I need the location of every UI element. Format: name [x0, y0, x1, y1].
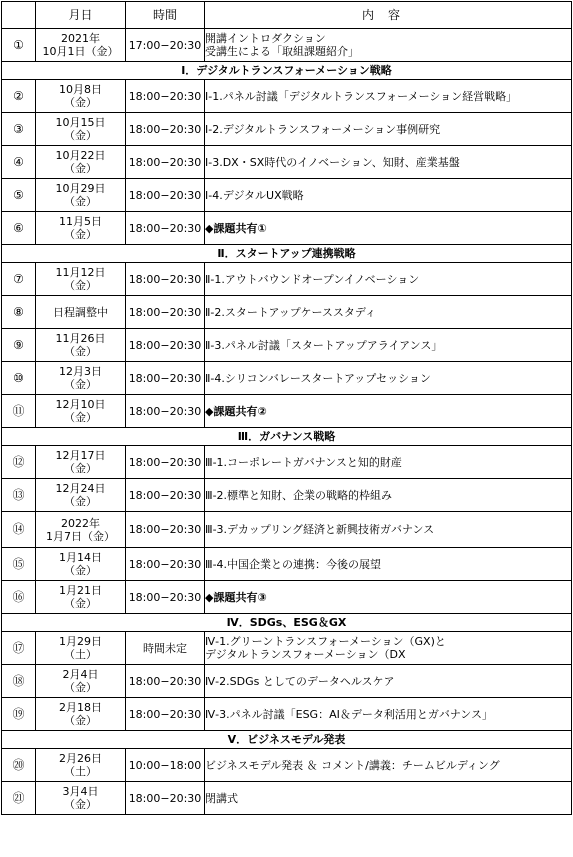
session-date-line1: 2021年	[61, 32, 100, 45]
session-number: ④	[2, 146, 36, 179]
session-number: ⑭	[2, 512, 36, 548]
session-date	[36, 146, 126, 179]
session-content-line1: Ⅱ-3.パネル討議「スタートアップアライアンス」	[205, 338, 443, 352]
session-date-line1: 11月5日	[59, 215, 102, 228]
session-content-line1: Ⅱ-2.スタートアップケーススタディ	[205, 305, 377, 319]
session-date-line1: 2月18日	[59, 701, 102, 714]
session-content-line1: Ⅰ-3.DX・SX時代のイノベーション、知財、産業基盤	[205, 155, 460, 169]
session-content-line1: Ⅲ-3.デカップリング経済と新興技術ガバナンス	[205, 523, 435, 536]
session-time: 18:00−20:30	[126, 146, 205, 179]
session-date	[36, 782, 126, 815]
session-row	[2, 446, 572, 479]
session-date-line2: 1月7日（金）	[46, 529, 115, 543]
session-date	[36, 113, 126, 146]
session-date-line2: （金）	[64, 279, 97, 292]
session-content-line1: ◆課題共有①	[205, 221, 267, 235]
session-date	[36, 479, 126, 512]
session-number: ⑩	[2, 362, 36, 395]
session-number: ⑳	[2, 749, 36, 782]
session-time: 18:00−20:30	[126, 479, 205, 512]
session-date	[36, 29, 126, 62]
session-date-line2: （土）	[64, 648, 97, 661]
session-date-line1: 2月4日	[62, 668, 99, 681]
session-time: 18:00−20:30	[126, 113, 205, 146]
session-date-line1: 日程調整中	[53, 305, 108, 319]
session-content	[205, 512, 572, 548]
session-date-line1: 1月14日	[59, 551, 102, 564]
session-row	[2, 263, 572, 296]
section-header-row	[2, 731, 572, 749]
section-title: Ⅲ．ガバナンス戦略	[2, 428, 572, 446]
session-content-line1: Ⅳ-3.パネル討議「ESG：AI＆データ利活用とガバナンス」	[205, 707, 493, 721]
session-row	[2, 782, 572, 815]
session-content-line2: 受講生による「取組課題紹介」	[205, 45, 359, 58]
session-content	[205, 446, 572, 479]
session-number: ⑰	[2, 632, 36, 665]
session-row	[2, 698, 572, 731]
header-row	[2, 2, 572, 29]
session-date-line2: （金）	[64, 378, 97, 391]
session-date-line2: （金）	[64, 681, 97, 694]
session-content-line1: Ⅲ-2.標準と知財、企業の戦略的枠組み	[205, 488, 393, 502]
session-content-line1: Ⅲ-4.中国企業との連携：今後の展望	[205, 557, 382, 571]
session-row	[2, 212, 572, 245]
schedule-body	[2, 29, 572, 815]
session-row	[2, 29, 572, 62]
session-row	[2, 632, 572, 665]
session-date	[36, 179, 126, 212]
session-time: 18:00−20:30	[126, 581, 205, 614]
session-row	[2, 548, 572, 581]
session-row	[2, 362, 572, 395]
session-date	[36, 329, 126, 362]
session-content	[205, 665, 572, 698]
session-row	[2, 581, 572, 614]
session-row	[2, 512, 572, 548]
session-date-line1: 3月4日	[62, 785, 99, 798]
session-number: ②	[2, 80, 36, 113]
session-content	[205, 212, 572, 245]
session-date-line1: 2月26日	[59, 752, 102, 765]
session-time: 18:00−20:30	[126, 512, 205, 548]
session-date	[36, 698, 126, 731]
session-date-line1: 10月22日	[55, 149, 106, 162]
session-time: 18:00−20:30	[126, 548, 205, 581]
session-date-line2: （金）	[64, 411, 97, 424]
session-date	[36, 395, 126, 428]
session-content	[205, 362, 572, 395]
section-title: Ⅱ．スタートアップ連携戦略	[2, 245, 572, 263]
session-time: 18:00−20:30	[126, 362, 205, 395]
session-row	[2, 179, 572, 212]
session-content-line1: Ⅰ-1.パネル討議「デジタルトランスフォーメーション経営戦略」	[205, 89, 518, 103]
session-date-line1: 11月12日	[55, 266, 106, 279]
session-date-line1: 12月10日	[55, 398, 106, 411]
session-time: 18:00−20:30	[126, 80, 205, 113]
session-content-line1: ◆課題共有②	[205, 404, 267, 418]
session-time: 18:00−20:30	[126, 395, 205, 428]
session-number: ⑫	[2, 446, 36, 479]
session-content	[205, 479, 572, 512]
session-time: 18:00−20:30	[126, 665, 205, 698]
session-date-line2: （金）	[64, 462, 97, 475]
session-row	[2, 80, 572, 113]
session-content	[205, 179, 572, 212]
session-date-line2: （金）	[64, 798, 97, 811]
session-number: ⑧	[2, 296, 36, 329]
session-content-line1: Ⅲ-1.コーポレートガバナンスと知的財産	[205, 455, 402, 469]
session-date-line1: 12月17日	[55, 449, 106, 462]
session-content	[205, 296, 572, 329]
session-date-line2: （金）	[64, 345, 97, 358]
session-date-line2: （金）	[64, 96, 97, 109]
session-row	[2, 479, 572, 512]
section-title: Ⅰ．デジタルトランスフォーメーション戦略	[2, 62, 572, 80]
session-date-line2: （金）	[64, 228, 97, 241]
session-date	[36, 80, 126, 113]
session-content-line1: Ⅰ-2.デジタルトランスフォーメーション事例研究	[205, 122, 441, 136]
session-date-line1: 12月24日	[55, 482, 106, 495]
session-date	[36, 548, 126, 581]
session-content	[205, 113, 572, 146]
session-content-line1: ◆課題共有③	[205, 590, 267, 604]
session-time: 時間未定	[126, 632, 205, 665]
session-date-line1: 11月26日	[55, 332, 106, 345]
session-date-line2: （金）	[64, 564, 97, 577]
session-row	[2, 749, 572, 782]
session-date-line1: 10月15日	[55, 116, 106, 129]
session-date-line2: （金）	[64, 162, 97, 175]
session-content-line1: 閉講式	[205, 791, 238, 805]
session-time: 18:00−20:30	[126, 296, 205, 329]
session-number: ⑪	[2, 395, 36, 428]
session-content-line1: 開講イントロダクション	[205, 32, 326, 45]
header-date: 月日	[36, 2, 126, 29]
session-date-line2: 10月1日（金）	[42, 45, 119, 58]
session-number: ㉑	[2, 782, 36, 815]
section-header-row	[2, 428, 572, 446]
session-time: 18:00−20:30	[126, 782, 205, 815]
session-row	[2, 665, 572, 698]
session-date-line1: 1月21日	[59, 584, 102, 597]
session-date-line1: 2022年	[61, 516, 100, 530]
session-time: 18:00−20:30	[126, 263, 205, 296]
session-date-line2: （金）	[64, 597, 97, 610]
session-date-line2: （金）	[64, 714, 97, 727]
section-title: Ⅴ．ビジネスモデル発表	[2, 731, 572, 749]
session-content	[205, 782, 572, 815]
session-time: 18:00−20:30	[126, 446, 205, 479]
session-number: ⑮	[2, 548, 36, 581]
session-content-line1: Ⅳ-1.グリーントランスフォーメーション（GX)と	[205, 635, 446, 648]
session-time: 10:00−18:00	[126, 749, 205, 782]
session-date-line2: （金）	[64, 195, 97, 208]
session-date-line2: （土）	[64, 765, 97, 778]
session-time: 18:00−20:30	[126, 698, 205, 731]
session-content-line1: Ⅱ-4.シリコンバレースタートアップセッション	[205, 371, 431, 385]
session-row	[2, 296, 572, 329]
session-time: 18:00−20:30	[126, 329, 205, 362]
session-date-line1: 10月8日	[59, 83, 102, 96]
session-number: ⑨	[2, 329, 36, 362]
session-content-line1: Ⅱ-1.アウトバウンドオープンイノベーション	[205, 272, 420, 286]
section-title: Ⅳ．SDGs、ESG＆GX	[2, 614, 572, 632]
session-date-line2: （金）	[64, 495, 97, 508]
section-header-row	[2, 614, 572, 632]
session-date	[36, 263, 126, 296]
session-content-line1: ビジネスモデル発表 ＆ コメント/講義：チームビルディング	[205, 758, 500, 772]
session-time: 17:00−20:30	[126, 29, 205, 62]
session-content	[205, 698, 572, 731]
schedule-table	[1, 1, 572, 815]
session-number: ③	[2, 113, 36, 146]
section-header-row	[2, 62, 572, 80]
session-row	[2, 113, 572, 146]
session-content	[205, 80, 572, 113]
session-time: 18:00−20:30	[126, 179, 205, 212]
session-date-line1: 1月29日	[59, 635, 102, 648]
header-content: 内容	[205, 2, 572, 29]
session-number: ⑥	[2, 212, 36, 245]
session-date	[36, 512, 126, 548]
session-row	[2, 146, 572, 179]
session-date	[36, 581, 126, 614]
session-content-line1: Ⅰ-4.デジタルUX戦略	[205, 188, 304, 202]
session-content	[205, 329, 572, 362]
session-content	[205, 146, 572, 179]
session-date	[36, 632, 126, 665]
session-date	[36, 749, 126, 782]
session-content	[205, 581, 572, 614]
header-time: 時間	[126, 2, 205, 29]
session-date	[36, 665, 126, 698]
session-date-line2: （金）	[64, 129, 97, 142]
session-content	[205, 548, 572, 581]
session-number: ①	[2, 29, 36, 62]
session-number: ⑬	[2, 479, 36, 512]
session-content	[205, 749, 572, 782]
session-row	[2, 329, 572, 362]
session-content-line1: Ⅳ-2.SDGs としてのデータヘルスケア	[205, 674, 395, 688]
session-content	[205, 632, 572, 665]
section-header-row	[2, 245, 572, 263]
session-date	[36, 362, 126, 395]
session-row	[2, 395, 572, 428]
session-content-line2: デジタルトランスフォーメーション（DX	[205, 648, 406, 661]
session-number: ⑤	[2, 179, 36, 212]
session-number: ⑱	[2, 665, 36, 698]
session-date-line1: 12月3日	[59, 365, 102, 378]
session-date	[36, 446, 126, 479]
session-date-line1: 10月29日	[55, 182, 106, 195]
session-date	[36, 212, 126, 245]
session-number: ⑦	[2, 263, 36, 296]
session-number: ⑲	[2, 698, 36, 731]
session-content	[205, 263, 572, 296]
session-number: ⑯	[2, 581, 36, 614]
session-content	[205, 395, 572, 428]
session-content	[205, 29, 572, 62]
session-date	[36, 296, 126, 329]
header-number	[2, 2, 36, 29]
session-time: 18:00−20:30	[126, 212, 205, 245]
